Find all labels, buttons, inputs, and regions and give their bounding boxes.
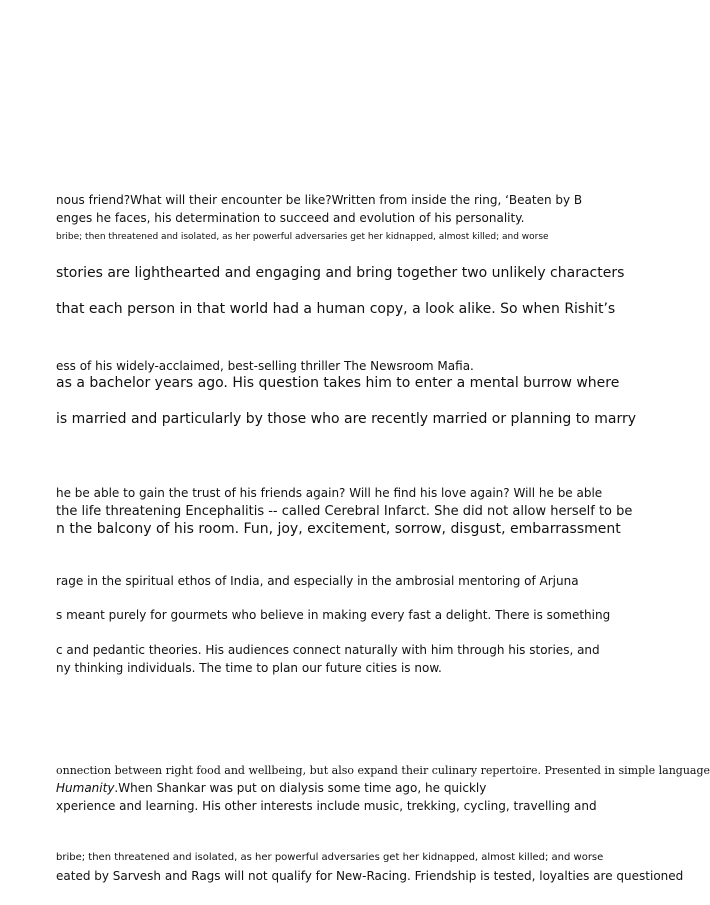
italic-text: Humanity	[56, 781, 115, 795]
text-fragment-14	[56, 643, 610, 657]
text-fragment-8	[56, 411, 637, 427]
text-line: the life threatening Encephalitis -- called Cerebral Infarct. She did not allow herself to be	[56, 504, 633, 519]
text-line: s meant purely for gourmets who believe in making every fast a delight. There is something	[56, 608, 611, 622]
plain-text: .When Shankar was put on dialysis some time ago, he quickly	[114, 781, 487, 795]
text-fragment-3	[56, 232, 610, 242]
text-fragment-10	[56, 504, 633, 519]
text-fragment-12	[56, 574, 610, 588]
text-line: nous friend?What will their encounter be like?Written from inside the ring, ‘Beaten by B	[56, 193, 583, 207]
text-fragment-17	[56, 781, 610, 795]
text-line: bribe; then threatened and isolated, as her powerful adversaries get her kidnapped, almost killed; and worse	[56, 852, 604, 863]
text-line: c and pedantic theories. His audiences connect naturally with him through his stories, and	[56, 643, 600, 657]
text-line	[56, 781, 610, 795]
text-line: xperience and learning. His other interests include music, trekking, cycling, travelling and	[56, 799, 597, 813]
text-fragment-18	[56, 799, 610, 813]
text-line: bribe; then threatened and isolated, as her powerful adversaries get her kidnapped, almost killed; and worse	[56, 232, 549, 242]
text-line: eated by Sarvesh and Rags will not qualify for New-Racing. Friendship is tested, loyalties are questioned	[56, 869, 684, 883]
text-line: is married and particularly by those who are recently married or planning to marry	[56, 411, 637, 427]
text-line: enges he faces, his determination to succeed and evolution of his personality.	[56, 211, 525, 225]
text-fragment-1	[56, 193, 610, 207]
text-fragment-11	[56, 521, 621, 537]
text-line: ny thinking individuals. The time to plan our future cities is now.	[56, 661, 442, 675]
text-line: n the balcony of his room. Fun, joy, excitement, sorrow, disgust, embarrassment	[56, 521, 621, 537]
text-fragment-15	[56, 661, 610, 675]
text-line: that each person in that world had a human copy, a look alike. So when Rishit’s	[56, 301, 616, 317]
text-line: stories are lighthearted and engaging and bring together two unlikely characters	[56, 265, 625, 281]
text-fragment-19	[56, 852, 610, 863]
text-fragment-2	[56, 211, 610, 225]
text-line: as a bachelor years ago. His question takes him to enter a mental burrow where	[56, 375, 620, 391]
text-line: he be able to gain the trust of his friends again? Will he find his love again? Will he be able	[56, 486, 603, 500]
text-fragment-16	[56, 764, 710, 777]
text-fragment-20	[56, 869, 684, 883]
text-fragment-5	[56, 301, 616, 317]
text-line: rage in the spiritual ethos of India, and especially in the ambrosial mentoring of Arjuna	[56, 574, 579, 588]
text-fragment-6	[56, 359, 610, 373]
text-line: ess of his widely-acclaimed, best-selling thriller The Newsroom Mafia.	[56, 359, 474, 373]
text-fragment-13	[56, 608, 610, 622]
text-fragment-9	[56, 486, 610, 500]
text-line: onnection between right food and wellbeing, but also expand their culinary repertoire. Presented in simple language	[56, 764, 710, 777]
text-fragment-4	[56, 265, 625, 281]
text-fragment-7	[56, 375, 620, 391]
